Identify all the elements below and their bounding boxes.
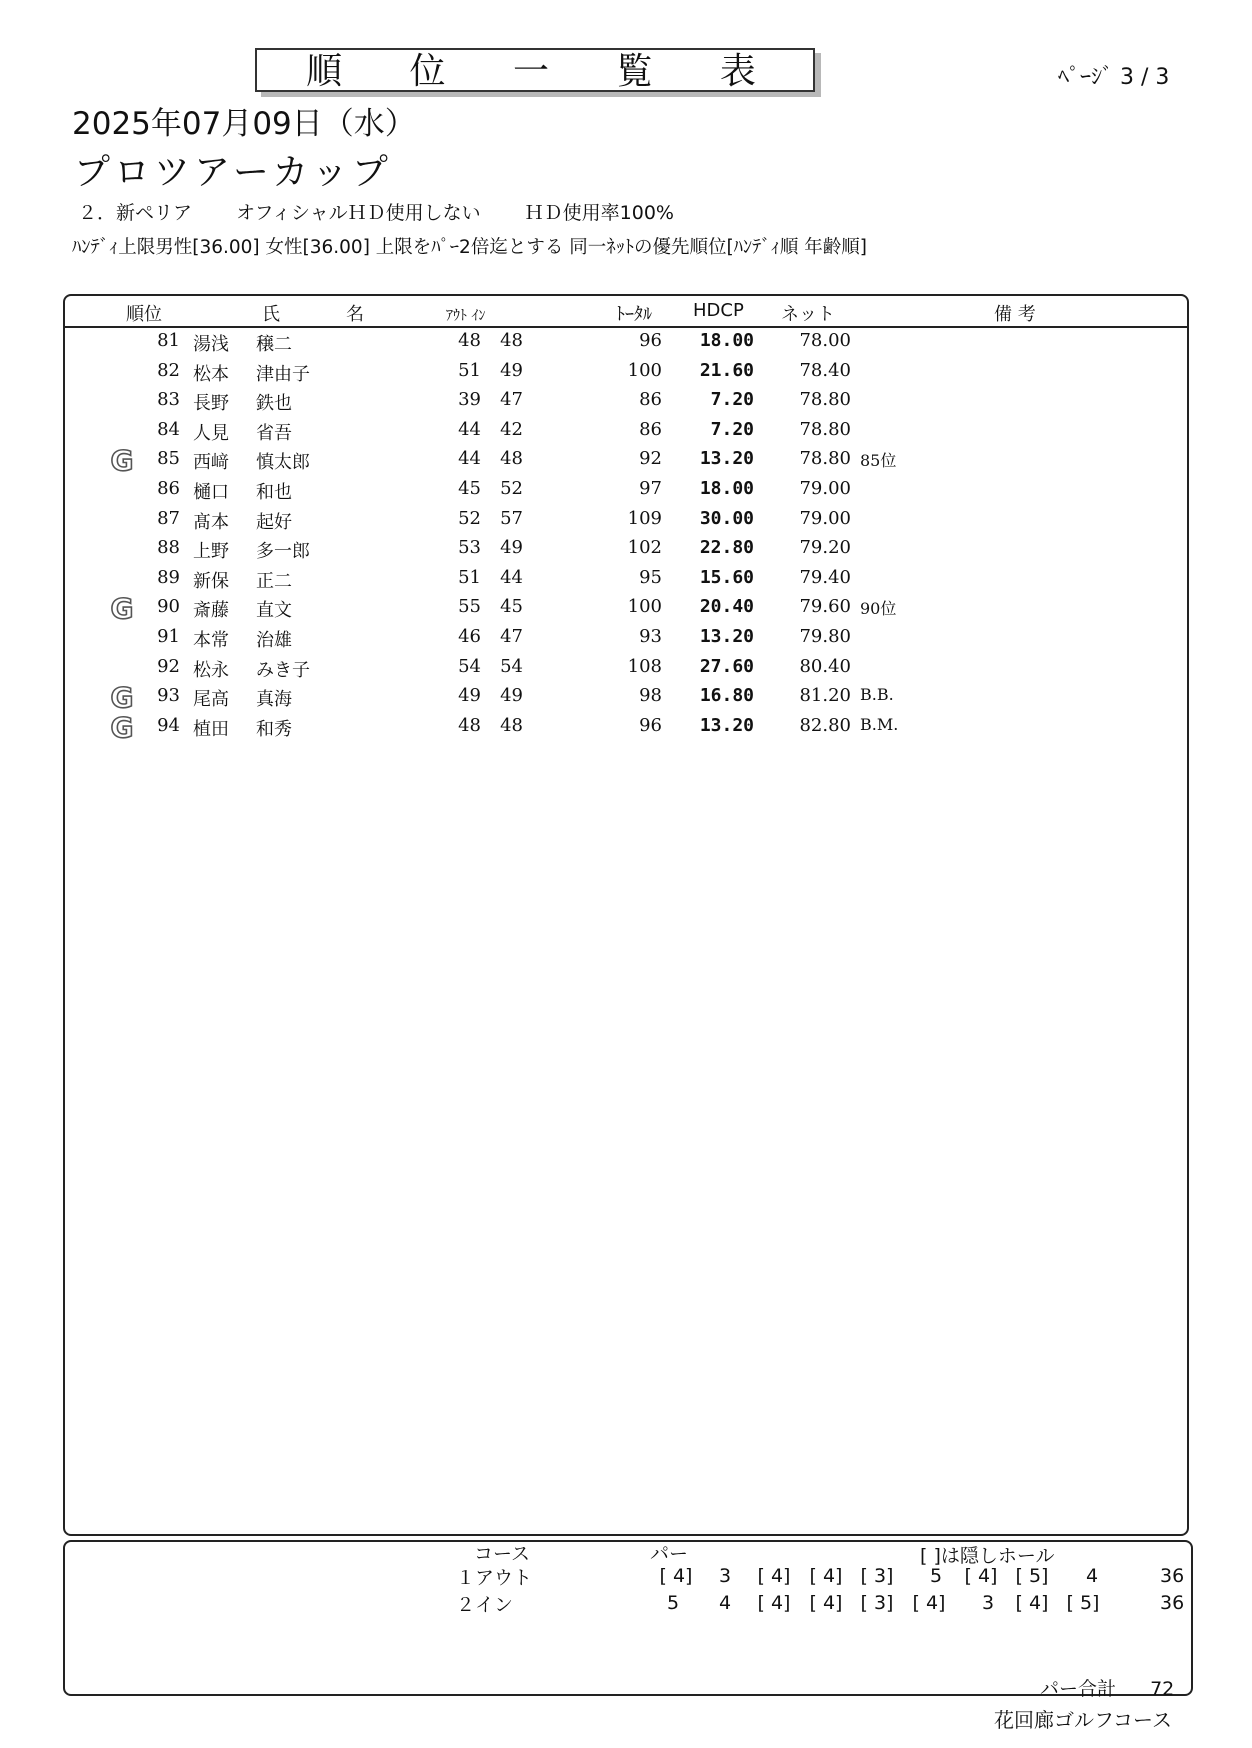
given-name-cell: みき子 (256, 659, 310, 681)
given-name-cell: 起好 (256, 511, 292, 533)
table-row (0, 360, 1252, 390)
out-score-cell: 51 (458, 566, 481, 588)
table-row (0, 626, 1252, 656)
gross-marker: G (110, 681, 134, 715)
in-score-cell: 54 (500, 655, 523, 677)
gross-marker: G (110, 710, 134, 744)
table-row (0, 592, 1252, 626)
hdcp-cell: 18.00 (699, 330, 754, 351)
page-number: ﾍﾟｰｼﾞ 3 / 3 (1058, 65, 1170, 90)
hdcp-cell: 7.20 (710, 418, 754, 440)
given-name-cell: 治雄 (256, 630, 292, 651)
in-score-cell: 47 (500, 389, 523, 411)
given-name-cell: 多一郎 (256, 541, 310, 563)
out-score-cell: 48 (458, 714, 481, 736)
surname-cell: 新保 (193, 570, 229, 592)
in-score-cell: 42 (500, 418, 523, 440)
surname-cell: 本常 (193, 630, 229, 651)
col-header-rank: 順位 (126, 304, 162, 325)
net-score-cell: 78.00 (799, 330, 851, 351)
surname-cell: 樋口 (193, 482, 229, 503)
hdcp-cell: 13.20 (699, 626, 754, 647)
out-score-cell: 48 (458, 330, 481, 351)
table-row (0, 419, 1252, 449)
out-score-cell: 39 (458, 389, 481, 411)
par-total-label: パー合計 (1040, 1678, 1117, 1700)
total-score-cell: 96 (639, 330, 662, 351)
hdcp-cell: 15.60 (699, 566, 754, 588)
col-header-name-last: 名 (346, 304, 364, 325)
surname-cell: 松本 (193, 363, 229, 385)
in-score-cell: 47 (500, 626, 523, 647)
hole-par: [ 4] (809, 1565, 843, 1587)
event-name: プロツアーカップ (74, 152, 392, 193)
gross-marker: G (110, 592, 134, 626)
rank-cell: 91 (157, 626, 180, 647)
hole-par: [ 4] (912, 1592, 946, 1614)
col-header-total: ﾄｰﾀﾙ (616, 304, 652, 325)
note-cell: 85位 (860, 451, 897, 471)
course-name-in: ２イン (456, 1594, 514, 1616)
total-score-cell: 93 (639, 626, 662, 647)
hdcp-cell: 20.40 (699, 596, 754, 618)
hdcp-cell: 13.20 (699, 448, 754, 470)
net-score-cell: 79.00 (799, 478, 851, 499)
given-name-cell: 慎太郎 (256, 452, 310, 474)
hole-par: [ 3] (860, 1592, 894, 1614)
in-score-cell: 48 (500, 714, 523, 736)
rank-cell: 88 (157, 537, 180, 559)
col-header-name-first: 氏 (262, 304, 280, 325)
col-header-notes: 備 考 (994, 304, 1036, 325)
hole-par: [ 4] (1015, 1592, 1049, 1614)
col-header-hdcp: HDCP (693, 300, 744, 321)
surname-cell: 西﨑 (193, 452, 229, 474)
total-score-cell: 100 (627, 596, 662, 618)
in-score-cell: 44 (500, 566, 523, 588)
in-score-cell: 48 (500, 330, 523, 351)
given-name-cell: 和秀 (256, 718, 292, 740)
handicap-conditions: ﾊﾝﾃﾞｨ上限男性[36.00] 女性[36.00] 上限をﾊﾟｰ2倍迄とする 同一ﾈｯﾄの優先順位[ﾊﾝﾃﾞｨ順 年齢順] (72, 237, 868, 258)
table-row (0, 389, 1252, 419)
net-score-cell: 79.80 (799, 626, 851, 647)
net-score-cell: 78.80 (799, 418, 851, 440)
hole-par: [ 5] (1015, 1565, 1049, 1587)
total-score-cell: 100 (627, 359, 662, 381)
in-score-cell: 57 (500, 507, 523, 529)
note-cell: B.B. (860, 685, 894, 705)
in-score-cell: 49 (500, 685, 523, 707)
total-score-cell: 86 (639, 389, 662, 411)
given-name-cell: 穣二 (256, 334, 292, 355)
rank-cell: 93 (157, 685, 180, 707)
total-score-cell: 108 (627, 655, 662, 677)
hdcp-cell: 18.00 (699, 478, 754, 499)
hole-par: 4 (1085, 1565, 1099, 1587)
rank-cell: 84 (157, 418, 180, 440)
net-score-cell: 79.40 (799, 566, 851, 588)
table-row (0, 537, 1252, 567)
table-row (0, 478, 1252, 508)
net-score-cell: 82.80 (799, 714, 851, 736)
out-score-cell: 55 (458, 596, 481, 618)
hole-par: [ 4] (659, 1565, 693, 1587)
out-score-cell: 53 (458, 537, 481, 559)
rank-cell: 85 (157, 448, 180, 470)
given-name-cell: 和也 (256, 482, 292, 503)
out-score-cell: 49 (458, 685, 481, 707)
in-score-cell: 52 (500, 478, 523, 499)
hdcp-cell: 16.80 (699, 685, 754, 707)
table-row (0, 330, 1252, 360)
hdcp-cell: 30.00 (699, 507, 754, 529)
table-row (0, 656, 1252, 686)
surname-cell: 植田 (193, 718, 229, 740)
course-label: コース (474, 1543, 531, 1565)
rank-cell: 89 (157, 566, 180, 588)
net-score-cell: 80.40 (799, 655, 851, 677)
hdcp-cell: 13.20 (699, 714, 754, 736)
rank-cell: 87 (157, 507, 180, 529)
course-total-out: 36 (1160, 1565, 1185, 1587)
note-cell: 90位 (860, 599, 897, 619)
net-score-cell: 79.60 (799, 596, 851, 618)
table-row (0, 710, 1252, 745)
page-title: 順 位 一 覧 表 (255, 48, 815, 92)
hole-par: [ 5] (1066, 1592, 1100, 1614)
table-row (0, 444, 1252, 478)
hole-par: [ 4] (757, 1592, 791, 1614)
hidden-hole-note: [ ]は隠しホール (920, 1545, 1055, 1567)
table-row (0, 567, 1252, 597)
gross-marker: G (110, 444, 134, 478)
rank-cell: 81 (157, 330, 180, 351)
in-score-cell: 49 (500, 359, 523, 381)
scoring-method: ２．新ペリア (78, 202, 193, 224)
surname-cell: 髙本 (193, 511, 229, 533)
out-score-cell: 44 (458, 448, 481, 470)
in-score-cell: 45 (500, 596, 523, 618)
given-name-cell: 省吾 (256, 422, 292, 444)
total-score-cell: 96 (639, 714, 662, 736)
hole-par: [ 4] (809, 1592, 843, 1614)
rank-cell: 82 (157, 359, 180, 381)
total-score-cell: 86 (639, 418, 662, 440)
given-name-cell: 津由子 (256, 363, 310, 385)
out-score-cell: 51 (458, 359, 481, 381)
hole-par: 3 (718, 1565, 732, 1587)
hole-par: 5 (666, 1592, 680, 1614)
total-score-cell: 92 (639, 448, 662, 470)
out-score-cell: 44 (458, 418, 481, 440)
header-divider (65, 326, 1187, 328)
surname-cell: 上野 (193, 541, 229, 563)
net-score-cell: 78.80 (799, 448, 851, 470)
table-row (0, 508, 1252, 538)
hdcp-cell: 27.60 (699, 655, 754, 677)
golf-course-name: 花回廊ゴルフコース (994, 1708, 1172, 1732)
hdcp-cell: 7.20 (710, 389, 754, 411)
surname-cell: 松永 (193, 659, 229, 681)
hole-par: [ 4] (757, 1565, 791, 1587)
net-score-cell: 78.40 (799, 359, 851, 381)
given-name-cell: 正二 (256, 570, 292, 592)
course-total-in: 36 (1160, 1592, 1185, 1614)
par-total (1040, 1674, 1174, 1701)
given-name-cell: 真海 (256, 689, 292, 711)
in-score-cell: 49 (500, 537, 523, 559)
total-score-cell: 109 (627, 507, 662, 529)
rank-cell: 94 (157, 714, 180, 736)
hole-par: 4 (718, 1592, 732, 1614)
event-date: 2025年07月09日（水） (72, 106, 416, 142)
surname-cell: 長野 (193, 393, 229, 415)
hdcp-cell: 22.80 (699, 537, 754, 559)
net-score-cell: 79.20 (799, 537, 851, 559)
net-score-cell: 79.00 (799, 507, 851, 529)
hole-par: 5 (929, 1565, 943, 1587)
col-header-net: ネット (781, 304, 835, 325)
surname-cell: 人見 (193, 422, 229, 444)
hole-par: 3 (981, 1592, 995, 1614)
total-score-cell: 95 (639, 566, 662, 588)
table-row (0, 681, 1252, 715)
note-cell: B.M. (860, 714, 899, 734)
rank-cell: 90 (157, 596, 180, 618)
out-score-cell: 46 (458, 626, 481, 647)
rank-cell: 86 (157, 478, 180, 499)
out-score-cell: 54 (458, 655, 481, 677)
par-label: パー (650, 1543, 689, 1565)
surname-cell: 斎藤 (193, 600, 229, 622)
surname-cell: 尾高 (193, 689, 229, 711)
scoring-settings (78, 198, 712, 225)
par-total-value: 72 (1150, 1678, 1175, 1700)
given-name-cell: 鉄也 (256, 393, 292, 415)
out-score-cell: 45 (458, 478, 481, 499)
out-score-cell: 52 (458, 507, 481, 529)
net-score-cell: 78.80 (799, 389, 851, 411)
holes-in (0, 1592, 1252, 1616)
in-score-cell: 48 (500, 448, 523, 470)
holes-out (0, 1565, 1252, 1589)
given-name-cell: 直文 (256, 600, 292, 622)
course-name-out: １アウト (456, 1567, 533, 1589)
total-score-cell: 97 (639, 478, 662, 499)
net-score-cell: 81.20 (799, 685, 851, 707)
hdcp-cell: 21.60 (699, 359, 754, 381)
rank-cell: 92 (157, 655, 180, 677)
official-hd-setting: オフィシャルＨＤ使用しない (236, 202, 481, 224)
total-score-cell: 102 (627, 537, 662, 559)
surname-cell: 湯浅 (193, 334, 229, 355)
col-header-out-in: ｱｳﾄ ｲﾝ (446, 308, 486, 324)
hole-par: [ 3] (860, 1565, 894, 1587)
rank-cell: 83 (157, 389, 180, 411)
hole-par: [ 4] (964, 1565, 998, 1587)
hd-rate: ＨＤ使用率100% (524, 202, 674, 224)
total-score-cell: 98 (639, 685, 662, 707)
